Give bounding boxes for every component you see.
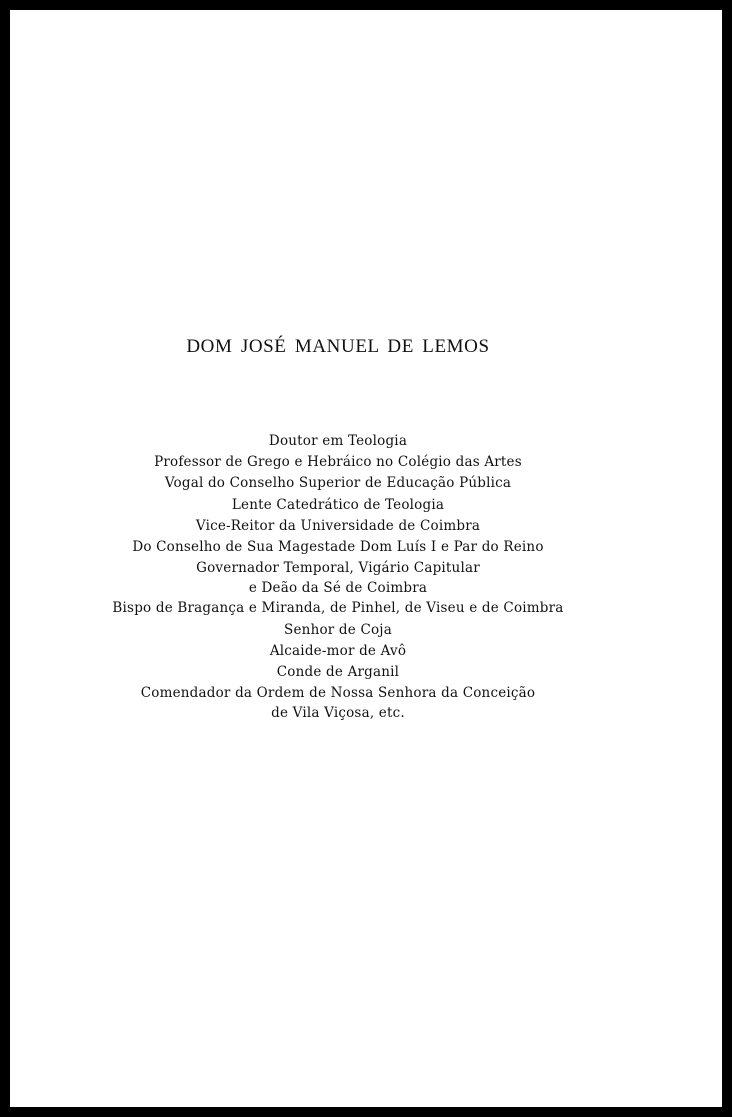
title-line: Comendador da Ordem de Nossa Senhora da Conceição [140, 685, 536, 702]
title-line: Do Conselho de Sua Magestade Dom Luís I e Par do Reino [132, 539, 544, 556]
title-line-continuation: de Vila Viçosa, etc. [271, 705, 405, 722]
title-line: Senhor de Coja [284, 621, 392, 638]
title-line: Alcaide-mor de Avô [269, 642, 407, 659]
title-line: Vice-Reitor da Universidade de Coimbra [195, 517, 481, 534]
titles-list [10, 431, 666, 723]
title-line: Conde de Arganil [276, 664, 400, 681]
title-line: Governador Temporal, Vigário Capitular [196, 560, 480, 577]
title-line: Professor de Grego e Hebráico no Colégio das Artes [154, 454, 522, 471]
title-line: Doutor em Teologia [268, 433, 408, 449]
title-line: Vogal do Conselho Superior de Educação Pública [164, 475, 512, 492]
title-line: Bispo de Bragança e Miranda, de Pinhel, de Viseu e de Coimbra [112, 600, 564, 617]
page-title: DOM JOSÉ MANUEL DE LEMOS [186, 336, 490, 357]
document-page [10, 10, 722, 1107]
title-line-continuation: e Deão da Sé de Coimbra [248, 580, 428, 597]
title-line: Lente Catedrático de Teologia [231, 496, 445, 513]
